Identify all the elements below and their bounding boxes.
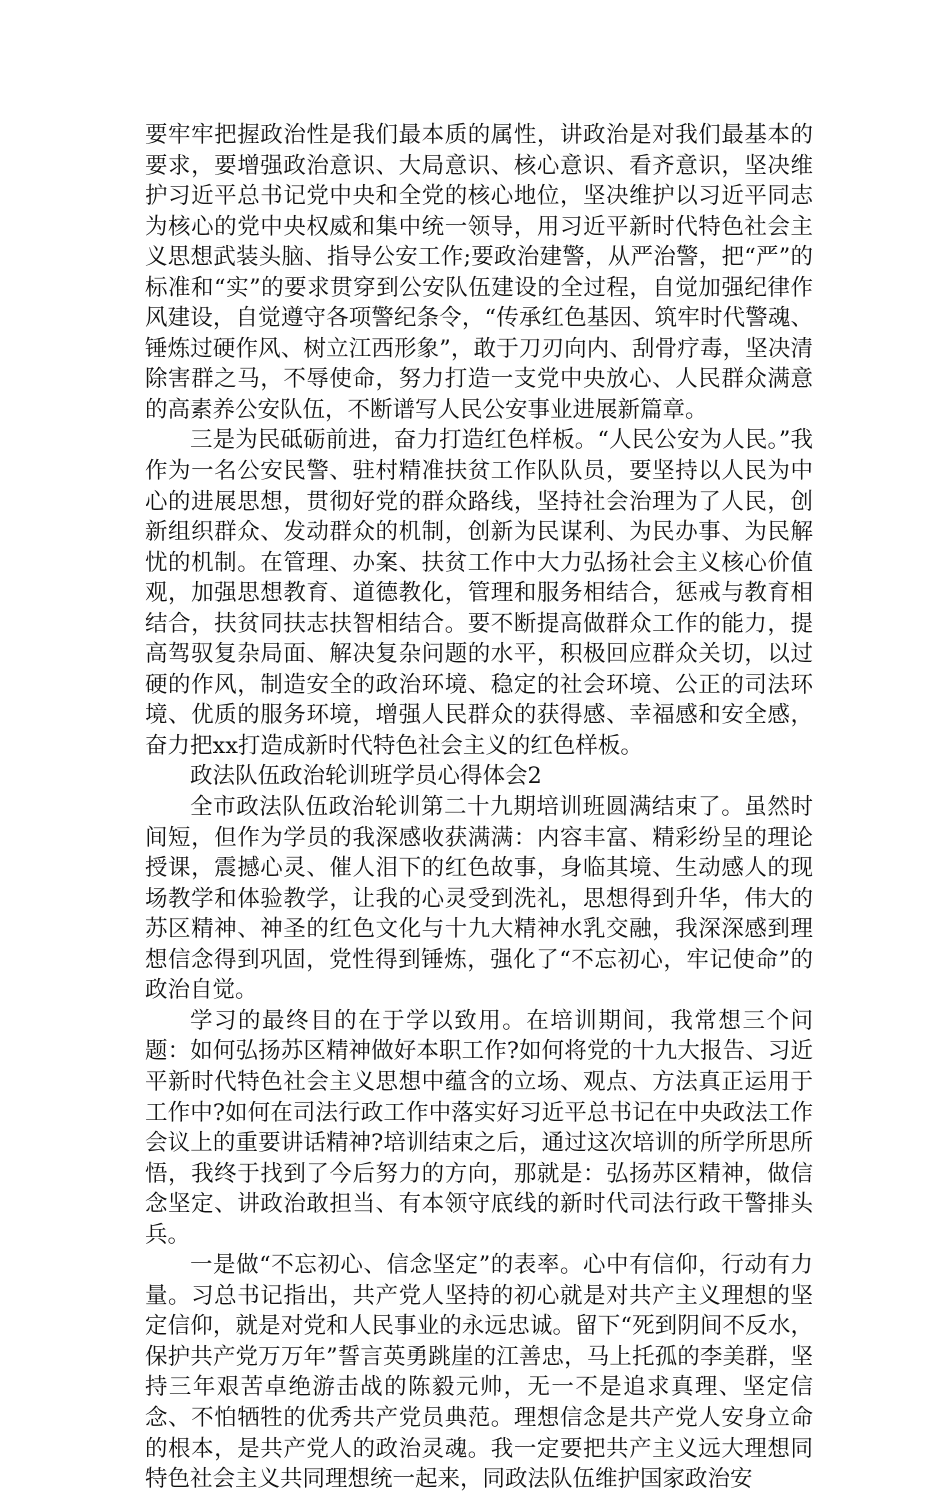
section-heading: 政法队伍政治轮训班学员心得体会2: [190, 763, 542, 790]
paragraph-point-one: 一是做“不忘初心、信念坚定”的表率。心中有信仰，行动有力量。习总书记指出，共产党人坚持的初心就是对共产主义理想的坚定信仰，就是对党和人民事业的永远忠诚。留下“死到阴间不反水，保护共产党万万年”誓言英勇跳崖的江善忠，马上托孤的李美群，坚持三年艰苦卓绝游击战的陈毅元帅，无一不是追求真理、坚定信念、不怕牺牲的优秀共产党员典范。理想信念是共产党人安身立命的根本，是共产党人的政治灵魂。我一定要把共产主义远大理想同特色社会主义共同理想统一起来，同政法队伍维护国家政治安: [145, 1252, 813, 1493]
paragraph-learning-goal: 学习的最终目的在于学以致用。在培训期间，我常想三个问题：如何弘扬苏区精神做好本职工作?如何将党的十九大报告、习近平新时代特色社会主义思想中蕴含的立场、观点、方法真正运用于工作中?如何在司法行政工作中落实好习近平总书记在中央政法工作会议上的重要讲话精神?培训结束之后，通过这次培训的所学所思所悟，我终于找到了今后努力的方向，那就是：弘扬苏区精神，做信念坚定、讲政治敢担当、有本领守底线的新时代司法行政干警排头兵。: [145, 1007, 813, 1248]
document-body: [145, 120, 813, 1495]
paragraph-intro: 全市政法队伍政治轮训第二十九期培训班圆满结束了。虽然时间短，但作为学员的我深感收获满满：内容丰富、精彩纷呈的理论授课，震撼心灵、催人泪下的红色故事，身临其境、生动感人的现场教学和体验教学，让我的心灵受到洗礼，思想得到升华，伟大的苏区精神、神圣的红色文化与十九大精神水乳交融，我深深感到理想信念得到巩固，党性得到锤炼，强化了“不忘初心，牢记使命”的政治自觉。: [145, 794, 813, 1004]
paragraph-point-three: 三是为民砥砺前进，奋力打造红色样板。“人民公安为人民。”我作为一名公安民警、驻村精准扶贫工作队队员，要坚持以人民为中心的进展思想，贯彻好党的群众路线，坚持社会治理为了人民，创新组织群众、发动群众的机制，创新为民谋利、为民办事、为民解忧的机制。在管理、办案、扶贫工作中大力弘扬社会主义核心价值观，加强思想教育、道德教化，管理和服务相结合，惩戒与教育相结合，扶贫同扶志扶智相结合。要不断提高做群众工作的能力，提高驾驭复杂局面、解决复杂问题的水平，积极回应群众关切，以过硬的作风，制造安全的政治环境、稳定的社会环境、公正的司法环境、优质的服务环境，增强人民群众的获得感、幸福感和安全感，奋力把xx打造成新时代特色社会主义的红色样板。: [145, 427, 813, 759]
paragraph-continuation: 要牢牢把握政治性是我们最本质的属性，讲政治是对我们最基本的要求，要增强政治意识、大局意识、核心意识、看齐意识，坚决维护习近平总书记党中央和全党的核心地位，坚决维护以习近平同志为核心的党中央权威和集中统一领导，用习近平新时代特色社会主义思想武装头脑、指导公安工作;要政治建警，从严治警，把“严”的标准和“实”的要求贯穿到公安队伍建设的全过程，自觉加强纪律作风建设，自觉遵守各项警纪条令，“传承红色基因、筑牢时代警魂、锤炼过硬作风、树立江西形象”，敢于刀刃向内、刮骨疗毒，坚决清除害群之马，不辱使命，努力打造一支党中央放心、人民群众满意的高素养公安队伍，不断谱写人民公安事业进展新篇章。: [145, 122, 813, 423]
